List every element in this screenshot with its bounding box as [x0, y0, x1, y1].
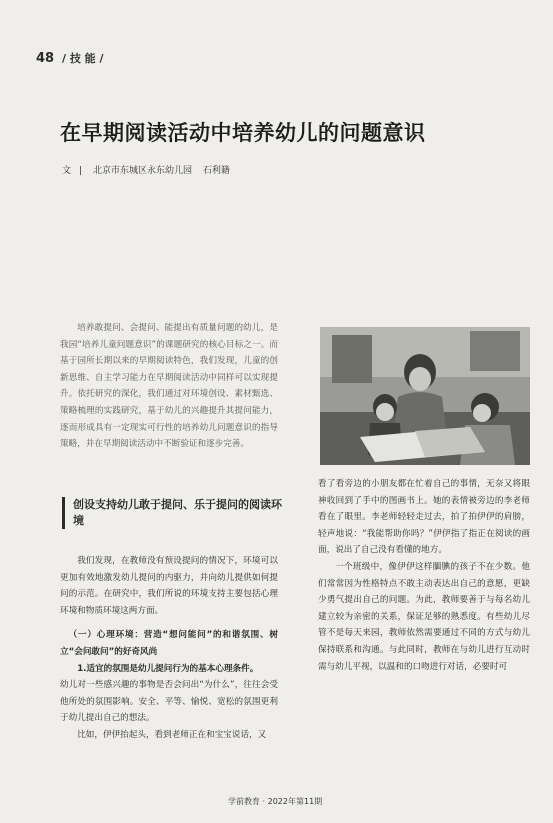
photo-image [320, 327, 530, 465]
paragraph [60, 661, 278, 678]
byline [62, 163, 238, 176]
paragraph: 我们发现，在教师没有预设提问的情况下，环境可以更加有效地激发幼儿提问的内驱力，并向幼儿提供如何提问的示范。在研究中，我们所说的环境支持主要包括心理环境和物质环境这两方面。 [60, 556, 278, 616]
abstract-text: 培养敢提问、会提问、能提出有质量问题的幼儿，是我园“培养儿童问题意识”的课题研究的核心目标之一。而基于园所长期以来的早期阅读特色，我们发现，儿童的创新思维、自主学习能力在早期阅读活动中同样可以实现提升。依托研究的深化，我们通过对环境创设、素材甄选、策略梳理的实践研究，基于幼儿的兴趣提升其提问能力，逐而形成具有一定现实可行性的培养幼儿问题意识的指导策略，并在早期阅读活动中不断验证和逐步完善。 [60, 323, 278, 450]
page-number: 48 [36, 51, 55, 66]
subheading: （一）心理环境：营造“想问能问”的和谐氛围、树立“会问敢问”的好奇风尚 [60, 630, 278, 657]
page-footer: 学前教育 · 2022年第11期 [228, 797, 323, 806]
paragraph-lead: 1.适宜的氛围是幼儿提问行为的基本心理条件。 [77, 663, 259, 674]
byline-org: 北京市东城区永东幼儿园 [92, 166, 192, 176]
right-column [318, 476, 530, 675]
byline-bar: | [79, 166, 83, 176]
left-column [60, 553, 278, 744]
paragraph: 看了看旁边的小朋友都在忙着自己的事情，无奈又将眼神收回到了手中的图画书上。她的表情被旁边的李老师看在了眼里。李老师轻轻走过去，拍了拍伊伊的肩膀，轻声地说：“我能帮助你吗？”伊伊指了指正在阅读的画面，说出了自己没有看懂的地方。 [318, 479, 530, 556]
reading-photo [320, 327, 530, 465]
paragraph: 比如，伊伊抬起头，看到老师正在和宝宝说话，又 [77, 729, 267, 740]
paragraph: 幼儿对一些感兴趣的事物是否会问出“为什么”，往往会受他所处的氛围影响。安全、平等、愉悦、宽松的氛围更利于幼儿提出自己的想法。 [60, 680, 278, 724]
section-name: 技 能 [69, 52, 96, 65]
byline-author: 石利籍 [202, 166, 230, 176]
header-separator: / [61, 52, 66, 65]
byline-prefix: 文 [62, 166, 72, 176]
header-separator: / [99, 52, 104, 65]
article-title: 在早期阅读活动中培养幼儿的问题意识 [60, 121, 426, 145]
paragraph: 一个班级中，像伊伊这样腼腆的孩子不在少数。他们常常因为性格特点不敢主动表达出自己的意愿，更缺少勇气提出自己的问题。为此，教师要善于与每名幼儿建立较为亲密的关系，保证足够的熟悉度。有些幼儿尽管不是每天来园，教师依然需要通过不同的方式与幼儿保持联系和沟通。与此同时，教师在与幼儿进行互动时需与幼儿平视，以温和的口吻进行对话，必要时可 [318, 561, 530, 672]
spacer [60, 619, 278, 627]
page-header [36, 50, 104, 66]
abstract [60, 320, 278, 453]
section-heading: 创设支持幼儿敢于提问、乐于提问的阅读环境 [62, 497, 287, 529]
